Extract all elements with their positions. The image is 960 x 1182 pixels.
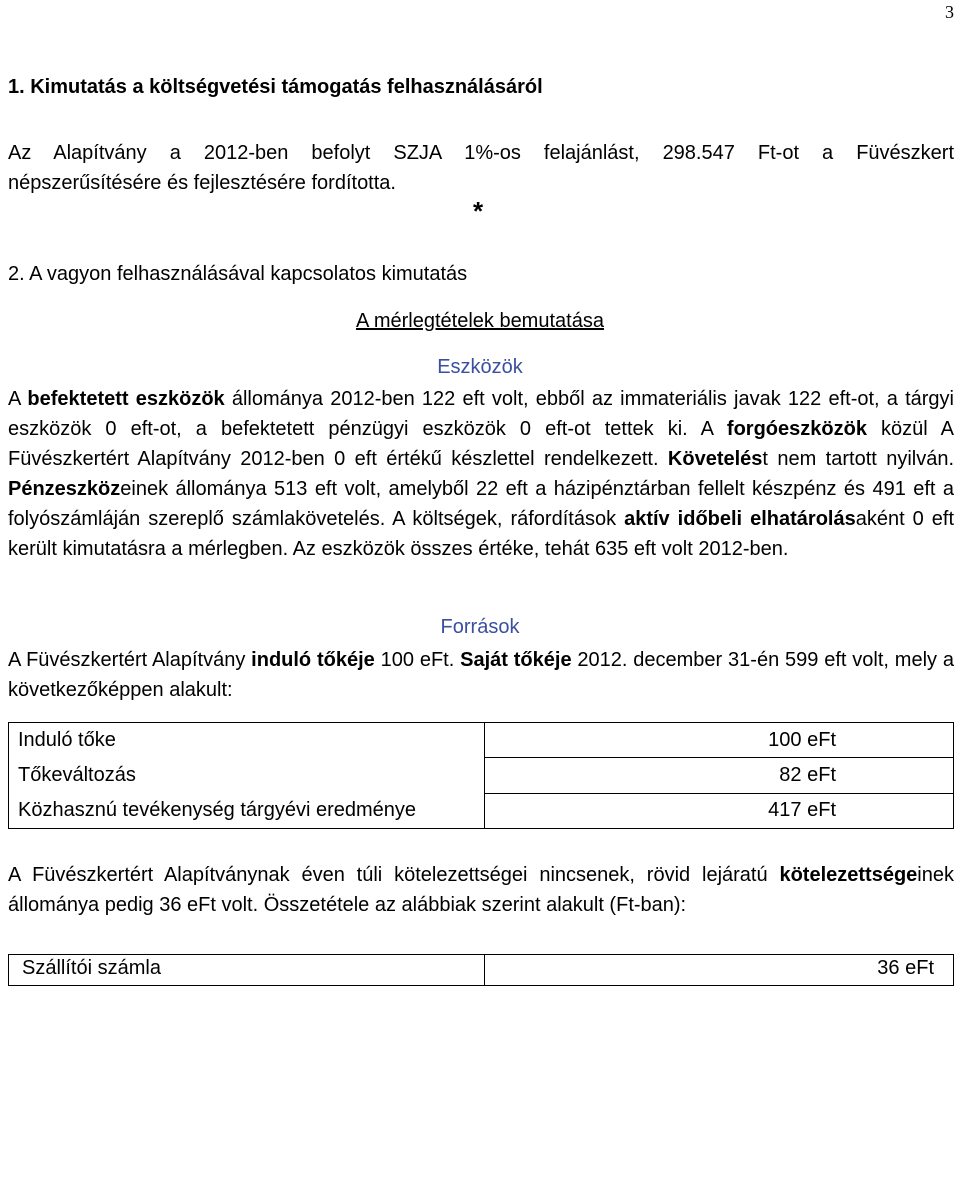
sources-text: 2012. december 31-én 599 eft volt, mely a következőképpen alakult: bbox=[8, 649, 954, 701]
equity-row-value: 82 eFt bbox=[779, 764, 836, 786]
section-2-title: 2. A vagyon felhasználásával kapcsolatos kimutatás bbox=[8, 263, 468, 285]
assets-bold: Követelés bbox=[667, 448, 763, 470]
equity-row-label: Tőkeváltozás bbox=[18, 764, 136, 786]
table-divider bbox=[484, 722, 485, 829]
table-row-line bbox=[485, 793, 954, 794]
assets-text: közül A Füvészkertért Alapítvány 2012-ben 0 eft értékű készlettel rendelkezett. bbox=[8, 418, 954, 470]
assets-text: t nem tartott nyilván. bbox=[762, 448, 955, 470]
assets-text: einek állománya 513 eft volt, amelyből 22 eft a házipénztárban fellelt készpénz és 491 eft a folyószámláján szereplő számlakövetelés. A költségek, ráfordítások bbox=[8, 478, 954, 530]
assets-text: A bbox=[8, 388, 28, 410]
liabilities-paragraph bbox=[8, 860, 954, 920]
equity-row-label: Közhasznú tevékenység tárgyévi eredménye bbox=[18, 799, 417, 821]
assets-bold: forgóeszközök bbox=[726, 418, 867, 440]
assets-bold: befektetett eszközök bbox=[27, 388, 225, 410]
section-1-line-1: Az Alapítvány a 2012-ben befolyt SZJA 1%-os felajánlást, 298.547 Ft-ot a Füvészkert bbox=[8, 142, 954, 164]
page-number: 3 bbox=[945, 2, 954, 22]
liabilities-row-label: Szállítói számla bbox=[22, 957, 161, 979]
equity-row-value: 100 eFt bbox=[768, 729, 836, 751]
liabilities-bold: kötelezettsége bbox=[779, 864, 918, 886]
liabilities-text: A Füvészkertért Alapítványnak éven túli kötelezettségei nincsenek, rövid lejáratú bbox=[8, 864, 780, 886]
subtitle-text: A mérlegtételek bemutatása bbox=[356, 310, 604, 332]
asterisk-separator: * bbox=[473, 196, 484, 226]
table-row-line bbox=[485, 757, 954, 758]
assets-text: aként 0 eft került kimutatásra a mérlegben. Az eszközök összes értéke, tehát 635 eft volt 2012-ben. bbox=[8, 508, 955, 560]
sources-heading: Források bbox=[440, 616, 520, 638]
equity-row-label: Induló tőke bbox=[18, 729, 116, 751]
section-1-title: 1. Kimutatás a költségvetési támogatás felhasználásáról bbox=[8, 76, 543, 98]
equity-row-value: 417 eFt bbox=[768, 799, 836, 821]
liabilities-row-value: 36 eFt bbox=[877, 957, 934, 979]
assets-heading: Eszközök bbox=[437, 356, 523, 378]
assets-bold: aktív időbeli elhatárolás bbox=[624, 508, 856, 530]
sources-bold: induló tőkéje bbox=[251, 649, 375, 671]
section-1-paragraph bbox=[8, 138, 954, 198]
sources-paragraph bbox=[8, 645, 954, 705]
table-divider bbox=[484, 954, 485, 986]
section-1-line-2: népszerűsítésére és fejlesztésére fordította. bbox=[8, 172, 396, 194]
sources-text: 100 eFt. bbox=[374, 649, 461, 671]
sources-bold: Saját tőkéje bbox=[460, 649, 572, 671]
sources-text: A Füvészkertért Alapítvány bbox=[8, 649, 252, 671]
assets-paragraph bbox=[8, 384, 954, 564]
assets-bold: Pénzeszköz bbox=[8, 478, 121, 500]
assets-text: állománya 2012-ben 122 eft volt, ebből az immateriális javak 122 eft-ot, a tárgyi eszközök 0 eft-ot, a befektetett pénzügyi eszközök 0 eft-ot tettek ki. A bbox=[8, 388, 954, 440]
liabilities-text: inek állománya pedig 36 eFt volt. Összetétele az alábbiak szerint alakult (Ft-ban): bbox=[8, 864, 954, 916]
section-2-subtitle bbox=[0, 310, 960, 333]
